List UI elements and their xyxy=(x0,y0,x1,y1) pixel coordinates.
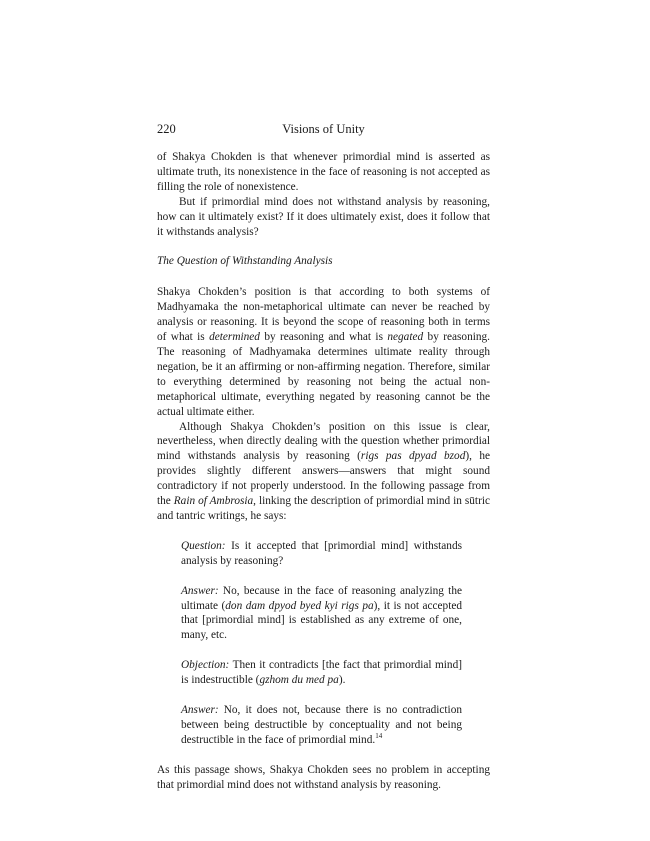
text-run: ), he provides slightly different answers—answers that might sound contradictory if not properly understood. In the following passage from the xyxy=(157,450,490,508)
text-run: No, because in the face of reasoning analyzing the ultimate ( xyxy=(181,584,462,612)
text-run: by reasoning. The reasoning of Madhyamaka determines ultimate reality through negation, be it an affirming or non-affirming negation. Therefore, similar to everything determined by reasoning not being the actual non-metaphorical ultimate, everything negated by reasoning cannot be the actual ultimate either. xyxy=(157,331,490,418)
quote-answer-2 xyxy=(181,703,462,748)
quote-question xyxy=(181,539,462,569)
book-title: Rain of Ambrosia xyxy=(173,495,254,508)
paragraph-position xyxy=(157,285,490,419)
text-run: , linking the description of primordial mind in sūtric and tantric writings, he says: xyxy=(157,495,490,522)
footnote-reference[interactable]: 14 xyxy=(375,732,383,741)
text-run: Although Shakya Chokden’s position on this issue is clear, nevertheless, when directly dealing with the question whether primordial mind withstands analysis by reasoning ( xyxy=(157,420,490,463)
paragraph-answers xyxy=(157,420,490,524)
paragraph-continuation: of Shakya Chokden is that whenever primordial mind is asserted as ultimate truth, its nonexistence in the face of reasoning is not accepted as filling the role of nonexistence. xyxy=(157,151,490,193)
text-run: by reasoning and what is xyxy=(259,331,388,344)
paragraph-conclusion: As this passage shows, Shakya Chokden sees no problem in accepting that primordial mind does not withstand analysis by reasoning. xyxy=(157,763,490,791)
quote-label: Answer: xyxy=(181,584,219,597)
text-run: ), it is not accepted that [primordial mind] is established as any extreme of one, many, etc. xyxy=(181,599,462,642)
emphasis-negated: negated xyxy=(387,331,424,344)
text-run: Then it contradicts [the fact that primordial mind] is indestructible ( xyxy=(181,659,462,687)
block-quote xyxy=(181,539,462,748)
running-title: Visions of Unity xyxy=(282,122,365,136)
quote-label: Answer: xyxy=(181,704,219,717)
section-heading: The Question of Withstanding Analysis xyxy=(157,255,333,268)
page-header xyxy=(157,122,490,140)
tibetan-term: gzhom du med pa xyxy=(259,674,339,687)
quote-label: Objection: xyxy=(181,659,230,672)
paragraph-question: But if primordial mind does not withstand analysis by reasoning, how can it ultimately exist? If it does ultimately exist, does it follow that it withstands analysis? xyxy=(157,195,490,238)
text-run: Is it accepted that [primordial mind] withstands analysis by reasoning? xyxy=(181,539,462,567)
text-run: No, it does not, because there is no contradiction between being destructible by conceptuality and not being destructible in the face of primordial mind. xyxy=(181,704,462,746)
quote-objection xyxy=(181,658,462,688)
tibetan-term: don dam dpyod byed kyi rigs pa xyxy=(225,599,374,612)
tibetan-term: rigs pas dpyad bzod xyxy=(360,450,466,463)
quote-label: Question: xyxy=(181,539,226,552)
text-run: Shakya Chokden’s position is that according to both systems of Madhyamaka the non-metaphorical ultimate can never be reached by analysis or reasoning. It is beyond the scope of reasoning both in terms of what is xyxy=(157,286,490,344)
page-body xyxy=(157,150,490,793)
quote-answer xyxy=(181,584,462,644)
emphasis-determined: determined xyxy=(209,331,260,344)
page-number: 220 xyxy=(157,122,176,136)
text-run: ). xyxy=(338,674,346,687)
